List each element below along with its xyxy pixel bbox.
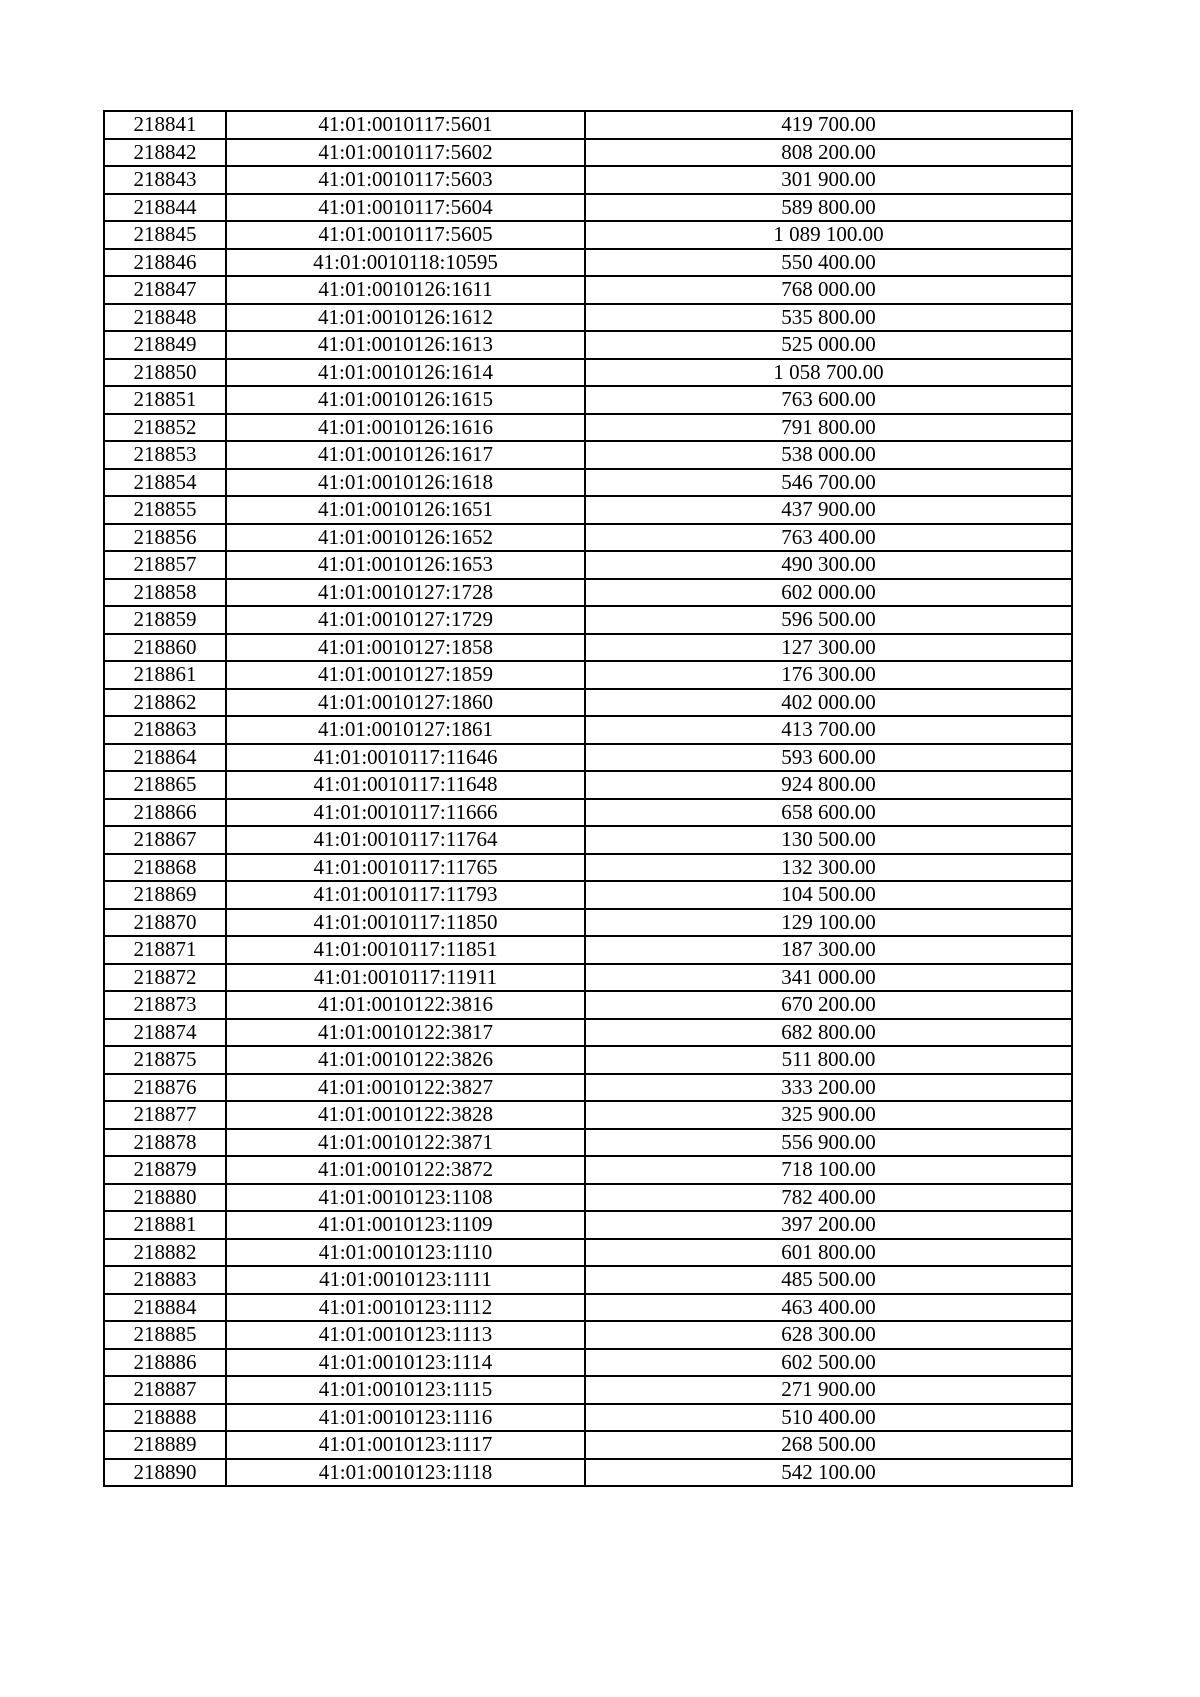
cadastral-number-cell: 41:01:0010117:11648	[226, 771, 585, 799]
table-row	[104, 1156, 1072, 1184]
cadastral-value-cell: 397 200.00	[585, 1211, 1072, 1239]
cadastral-number-cell: 41:01:0010117:11911	[226, 964, 585, 992]
cadastral-value-cell: 763 400.00	[585, 524, 1072, 552]
cadastral-number-cell: 41:01:0010122:3871	[226, 1129, 585, 1157]
table-row	[104, 854, 1072, 882]
cadastral-number-cell: 41:01:0010123:1113	[226, 1321, 585, 1349]
cadastral-value-cell: 782 400.00	[585, 1184, 1072, 1212]
row-number-cell: 218884	[104, 1294, 226, 1322]
table-row	[104, 166, 1072, 194]
cadastral-value-cell: 187 300.00	[585, 936, 1072, 964]
row-number-cell: 218866	[104, 799, 226, 827]
cadastral-value-cell: 538 000.00	[585, 441, 1072, 469]
cadastral-value-cell: 402 000.00	[585, 689, 1072, 717]
cadastral-value-cell: 589 800.00	[585, 194, 1072, 222]
table-row	[104, 139, 1072, 167]
table-row	[104, 469, 1072, 497]
row-number-cell: 218890	[104, 1459, 226, 1487]
cadastral-number-cell: 41:01:0010122:3828	[226, 1101, 585, 1129]
row-number-cell: 218885	[104, 1321, 226, 1349]
cadastral-number-cell: 41:01:0010126:1618	[226, 469, 585, 497]
cadastral-value-table	[103, 110, 1073, 1487]
table-row	[104, 524, 1072, 552]
row-number-cell: 218879	[104, 1156, 226, 1184]
cadastral-number-cell: 41:01:0010127:1861	[226, 716, 585, 744]
table-row	[104, 386, 1072, 414]
cadastral-number-cell: 41:01:0010122:3826	[226, 1046, 585, 1074]
table-row	[104, 1019, 1072, 1047]
cadastral-value-cell: 658 600.00	[585, 799, 1072, 827]
table-row	[104, 1349, 1072, 1377]
row-number-cell: 218862	[104, 689, 226, 717]
cadastral-number-cell: 41:01:0010123:1111	[226, 1266, 585, 1294]
table-row	[104, 1046, 1072, 1074]
cadastral-number-cell: 41:01:0010117:11646	[226, 744, 585, 772]
row-number-cell: 218877	[104, 1101, 226, 1129]
table-row	[104, 689, 1072, 717]
cadastral-value-cell: 413 700.00	[585, 716, 1072, 744]
row-number-cell: 218875	[104, 1046, 226, 1074]
row-number-cell: 218870	[104, 909, 226, 937]
row-number-cell: 218861	[104, 661, 226, 689]
table-row	[104, 414, 1072, 442]
cadastral-number-cell: 41:01:0010126:1616	[226, 414, 585, 442]
cadastral-number-cell: 41:01:0010117:5604	[226, 194, 585, 222]
table-row	[104, 1459, 1072, 1487]
row-number-cell: 218878	[104, 1129, 226, 1157]
row-number-cell: 218872	[104, 964, 226, 992]
table-row	[104, 1101, 1072, 1129]
table-row	[104, 331, 1072, 359]
cadastral-value-cell: 596 500.00	[585, 606, 1072, 634]
row-number-cell: 218853	[104, 441, 226, 469]
row-number-cell: 218846	[104, 249, 226, 277]
row-number-cell: 218882	[104, 1239, 226, 1267]
row-number-cell: 218860	[104, 634, 226, 662]
cadastral-number-cell: 41:01:0010127:1860	[226, 689, 585, 717]
row-number-cell: 218888	[104, 1404, 226, 1432]
table-row	[104, 496, 1072, 524]
row-number-cell: 218869	[104, 881, 226, 909]
cadastral-number-cell: 41:01:0010127:1728	[226, 579, 585, 607]
table-row	[104, 1129, 1072, 1157]
table-row	[104, 1266, 1072, 1294]
row-number-cell: 218852	[104, 414, 226, 442]
table-row	[104, 1294, 1072, 1322]
cadastral-number-cell: 41:01:0010117:5601	[226, 111, 585, 139]
table-row	[104, 936, 1072, 964]
row-number-cell: 218859	[104, 606, 226, 634]
cadastral-value-cell: 127 300.00	[585, 634, 1072, 662]
cadastral-value-cell: 437 900.00	[585, 496, 1072, 524]
table-row	[104, 909, 1072, 937]
cadastral-number-cell: 41:01:0010117:11764	[226, 826, 585, 854]
table-row	[104, 661, 1072, 689]
cadastral-number-cell: 41:01:0010126:1651	[226, 496, 585, 524]
cadastral-number-cell: 41:01:0010126:1614	[226, 359, 585, 387]
cadastral-value-cell: 511 800.00	[585, 1046, 1072, 1074]
cadastral-number-cell: 41:01:0010126:1615	[226, 386, 585, 414]
table-row	[104, 111, 1072, 139]
row-number-cell: 218863	[104, 716, 226, 744]
table-row	[104, 276, 1072, 304]
cadastral-value-cell: 268 500.00	[585, 1431, 1072, 1459]
cadastral-number-cell: 41:01:0010127:1858	[226, 634, 585, 662]
cadastral-value-cell: 718 100.00	[585, 1156, 1072, 1184]
table-row	[104, 194, 1072, 222]
cadastral-value-cell: 791 800.00	[585, 414, 1072, 442]
row-number-cell: 218855	[104, 496, 226, 524]
row-number-cell: 218847	[104, 276, 226, 304]
row-number-cell: 218886	[104, 1349, 226, 1377]
cadastral-number-cell: 41:01:0010123:1112	[226, 1294, 585, 1322]
cadastral-value-cell: 763 600.00	[585, 386, 1072, 414]
row-number-cell: 218883	[104, 1266, 226, 1294]
cadastral-number-cell: 41:01:0010117:11793	[226, 881, 585, 909]
row-number-cell: 218881	[104, 1211, 226, 1239]
cadastral-number-cell: 41:01:0010117:11850	[226, 909, 585, 937]
row-number-cell: 218871	[104, 936, 226, 964]
cadastral-number-cell: 41:01:0010123:1110	[226, 1239, 585, 1267]
cadastral-value-cell: 808 200.00	[585, 139, 1072, 167]
cadastral-value-cell: 490 300.00	[585, 551, 1072, 579]
cadastral-number-cell: 41:01:0010123:1114	[226, 1349, 585, 1377]
table-row	[104, 964, 1072, 992]
cadastral-number-cell: 41:01:0010126:1652	[226, 524, 585, 552]
cadastral-number-cell: 41:01:0010118:10595	[226, 249, 585, 277]
row-number-cell: 218845	[104, 221, 226, 249]
table-row	[104, 579, 1072, 607]
cadastral-value-cell: 602 500.00	[585, 1349, 1072, 1377]
table-row	[104, 716, 1072, 744]
cadastral-number-cell: 41:01:0010117:11666	[226, 799, 585, 827]
row-number-cell: 218864	[104, 744, 226, 772]
cadastral-number-cell: 41:01:0010122:3827	[226, 1074, 585, 1102]
cadastral-number-cell: 41:01:0010122:3816	[226, 991, 585, 1019]
table-row	[104, 991, 1072, 1019]
cadastral-number-cell: 41:01:0010117:11851	[226, 936, 585, 964]
cadastral-value-cell: 510 400.00	[585, 1404, 1072, 1432]
cadastral-number-cell: 41:01:0010123:1109	[226, 1211, 585, 1239]
cadastral-value-cell: 130 500.00	[585, 826, 1072, 854]
row-number-cell: 218856	[104, 524, 226, 552]
row-number-cell: 218865	[104, 771, 226, 799]
cadastral-number-cell: 41:01:0010126:1613	[226, 331, 585, 359]
cadastral-value-cell: 601 800.00	[585, 1239, 1072, 1267]
cadastral-number-cell: 41:01:0010123:1118	[226, 1459, 585, 1487]
cadastral-value-cell: 325 900.00	[585, 1101, 1072, 1129]
cadastral-value-cell: 176 300.00	[585, 661, 1072, 689]
table-row	[104, 771, 1072, 799]
cadastral-value-cell: 132 300.00	[585, 854, 1072, 882]
cadastral-number-cell: 41:01:0010123:1115	[226, 1376, 585, 1404]
table-row	[104, 441, 1072, 469]
cadastral-number-cell: 41:01:0010126:1617	[226, 441, 585, 469]
cadastral-number-cell: 41:01:0010123:1108	[226, 1184, 585, 1212]
cadastral-value-cell: 593 600.00	[585, 744, 1072, 772]
cadastral-value-cell: 670 200.00	[585, 991, 1072, 1019]
cadastral-value-cell: 768 000.00	[585, 276, 1072, 304]
cadastral-number-cell: 41:01:0010122:3872	[226, 1156, 585, 1184]
cadastral-value-cell: 1 058 700.00	[585, 359, 1072, 387]
cadastral-value-cell: 1 089 100.00	[585, 221, 1072, 249]
cadastral-value-cell: 602 000.00	[585, 579, 1072, 607]
table-row	[104, 1321, 1072, 1349]
table-row	[104, 1376, 1072, 1404]
cadastral-value-cell: 924 800.00	[585, 771, 1072, 799]
cadastral-number-cell: 41:01:0010117:11765	[226, 854, 585, 882]
cadastral-number-cell: 41:01:0010123:1117	[226, 1431, 585, 1459]
cadastral-number-cell: 41:01:0010117:5602	[226, 139, 585, 167]
row-number-cell: 218867	[104, 826, 226, 854]
row-number-cell: 218873	[104, 991, 226, 1019]
row-number-cell: 218858	[104, 579, 226, 607]
table-row	[104, 221, 1072, 249]
table-row	[104, 799, 1072, 827]
row-number-cell: 218850	[104, 359, 226, 387]
row-number-cell: 218880	[104, 1184, 226, 1212]
cadastral-value-cell: 535 800.00	[585, 304, 1072, 332]
table-row	[104, 744, 1072, 772]
cadastral-value-cell: 419 700.00	[585, 111, 1072, 139]
cadastral-value-cell: 682 800.00	[585, 1019, 1072, 1047]
cadastral-value-cell: 341 000.00	[585, 964, 1072, 992]
cadastral-value-cell: 546 700.00	[585, 469, 1072, 497]
table-row	[104, 304, 1072, 332]
row-number-cell: 218848	[104, 304, 226, 332]
row-number-cell: 218844	[104, 194, 226, 222]
cadastral-value-cell: 333 200.00	[585, 1074, 1072, 1102]
cadastral-value-cell: 104 500.00	[585, 881, 1072, 909]
row-number-cell: 218857	[104, 551, 226, 579]
table-row	[104, 1211, 1072, 1239]
cadastral-number-cell: 41:01:0010117:5605	[226, 221, 585, 249]
cadastral-value-cell: 525 000.00	[585, 331, 1072, 359]
row-number-cell: 218851	[104, 386, 226, 414]
cadastral-value-cell: 485 500.00	[585, 1266, 1072, 1294]
table-row	[104, 249, 1072, 277]
row-number-cell: 218868	[104, 854, 226, 882]
row-number-cell: 218876	[104, 1074, 226, 1102]
table-row	[104, 606, 1072, 634]
table-row	[104, 1431, 1072, 1459]
row-number-cell: 218887	[104, 1376, 226, 1404]
cadastral-number-cell: 41:01:0010122:3817	[226, 1019, 585, 1047]
cadastral-number-cell: 41:01:0010127:1859	[226, 661, 585, 689]
table-row	[104, 881, 1072, 909]
cadastral-number-cell: 41:01:0010117:5603	[226, 166, 585, 194]
row-number-cell: 218843	[104, 166, 226, 194]
cadastral-value-cell: 556 900.00	[585, 1129, 1072, 1157]
table-row	[104, 1074, 1072, 1102]
cadastral-value-cell: 129 100.00	[585, 909, 1072, 937]
row-number-cell: 218889	[104, 1431, 226, 1459]
cadastral-value-cell: 463 400.00	[585, 1294, 1072, 1322]
cadastral-value-cell: 628 300.00	[585, 1321, 1072, 1349]
cadastral-value-cell: 542 100.00	[585, 1459, 1072, 1487]
cadastral-number-cell: 41:01:0010126:1611	[226, 276, 585, 304]
cadastral-number-cell: 41:01:0010127:1729	[226, 606, 585, 634]
row-number-cell: 218849	[104, 331, 226, 359]
cadastral-value-cell: 550 400.00	[585, 249, 1072, 277]
cadastral-number-cell: 41:01:0010126:1612	[226, 304, 585, 332]
table-row	[104, 826, 1072, 854]
cadastral-number-cell: 41:01:0010126:1653	[226, 551, 585, 579]
table-row	[104, 1239, 1072, 1267]
cadastral-number-cell: 41:01:0010123:1116	[226, 1404, 585, 1432]
table-row	[104, 1404, 1072, 1432]
table-body	[104, 111, 1072, 1486]
row-number-cell: 218842	[104, 139, 226, 167]
row-number-cell: 218874	[104, 1019, 226, 1047]
table-row	[104, 551, 1072, 579]
table-row	[104, 359, 1072, 387]
cadastral-value-cell: 271 900.00	[585, 1376, 1072, 1404]
row-number-cell: 218841	[104, 111, 226, 139]
table-row	[104, 634, 1072, 662]
table-row	[104, 1184, 1072, 1212]
cadastral-value-cell: 301 900.00	[585, 166, 1072, 194]
row-number-cell: 218854	[104, 469, 226, 497]
